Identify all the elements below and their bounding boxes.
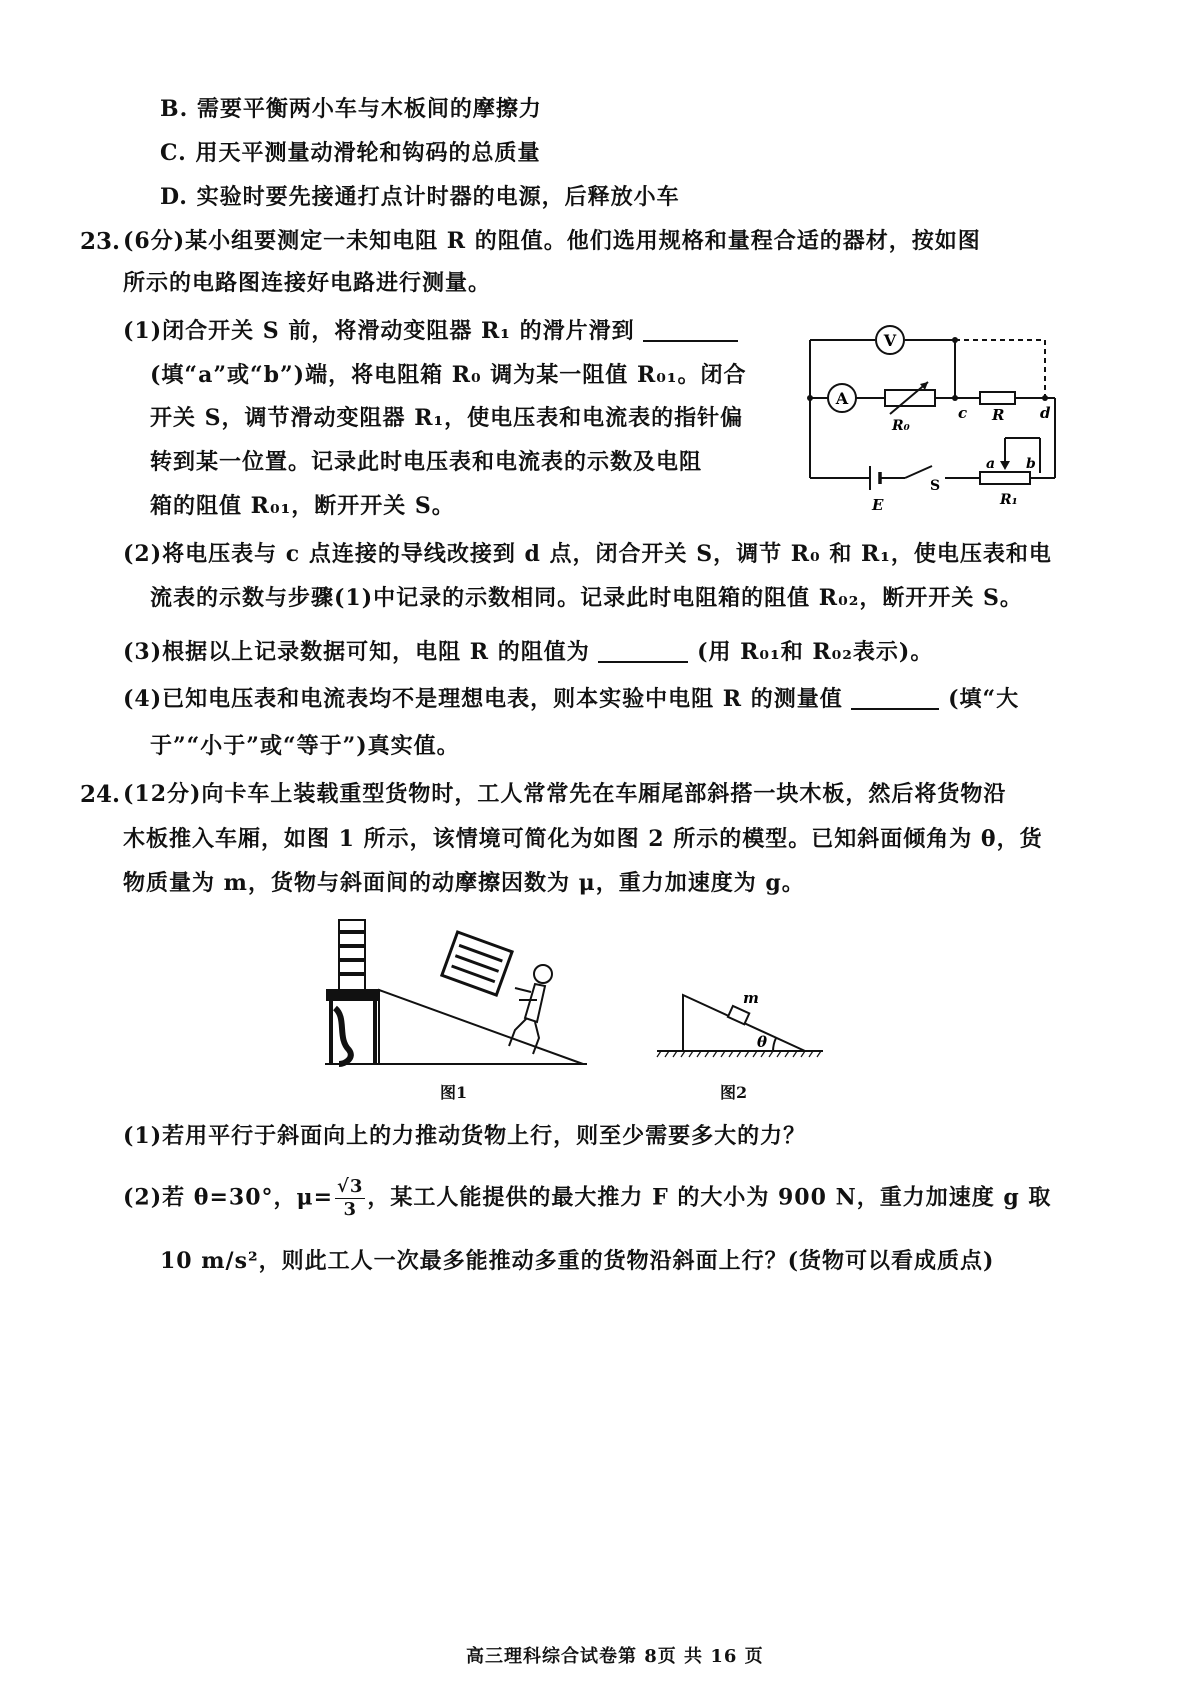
q23-step3-suffix: (用 R₀₁和 R₀₂表示)。 (697, 639, 934, 665)
a-label: a (986, 456, 996, 472)
question-24-intro-line-1: (12分)向卡车上装载重型货物时，工人常常先在车厢尾部斜搭一块木板，然后将货物沿 (123, 781, 1007, 807)
d-label: d (1040, 404, 1051, 422)
question-23-number: 23. (80, 228, 121, 255)
figure-1-caption: 图1 (440, 1083, 468, 1102)
fraction-numerator: √3 (337, 1176, 364, 1197)
node-dot (807, 395, 813, 401)
c-label: c (958, 404, 968, 422)
r0-label: R₀ (892, 418, 910, 434)
b-label: b (1026, 456, 1036, 472)
q23-step1-line-5: 箱的阻值 R₀₁，断开开关 S。 (150, 493, 455, 519)
q23-step1-line-1 (123, 320, 738, 342)
mass-label: m (743, 989, 759, 1007)
q23-step4-line-2: 于”“小于”或“等于”)真实值。 (150, 733, 460, 759)
q23-step2-line-1: (2)将电压表与 c 点连接的导线改接到 d 点，闭合开关 S，调节 R₀ 和 R₁，使电压表和电 (123, 541, 1052, 567)
figure-2-incline-model (655, 985, 825, 1065)
q24-part2-line-2: 10 m/s²，则此工人一次最多能推动多重的货物沿斜面上行？(货物可以看成质点) (160, 1248, 995, 1274)
option-d: D. 实验时要先接通打点计时器的电源，后释放小车 (160, 184, 680, 210)
answer-blank-3[interactable] (851, 688, 939, 710)
ammeter-label: A (835, 389, 849, 408)
option-c: C. 用天平测量动滑轮和钩码的总质量 (160, 140, 541, 166)
figure-1-illustration (325, 918, 590, 1073)
slider-arrow-icon (1000, 461, 1010, 470)
question-24-intro-line-2: 木板推入车厢，如图 1 所示，该情境可简化为如图 2 所示的模型。已知斜面倾角为 θ，货 (123, 826, 1043, 852)
node-c-dot (952, 395, 958, 401)
fraction-denominator: 3 (343, 1199, 357, 1220)
q24-part1: (1)若用平行于斜面向上的力推动货物上行，则至少需要多大的力？ (123, 1123, 807, 1149)
node-dot (952, 337, 958, 343)
s-label: S (930, 478, 941, 494)
r-label: R (992, 406, 1005, 424)
q23-step1-text: (1)闭合开关 S 前，将滑动变阻器 R₁ 的滑片滑到 (123, 318, 635, 344)
q23-step1-line-3: 开关 S，调节滑动变阻器 R₁，使电压表和电流表的指针偏 (150, 405, 744, 431)
r1-label: R₁ (1000, 492, 1018, 508)
node-d-dot (1042, 395, 1048, 401)
q24-part2-prefix: (2)若 θ=30°，μ= (123, 1184, 334, 1211)
page-footer: 高三理科综合试卷第 8页 共 16 页 (466, 1646, 764, 1667)
answer-blank-2[interactable] (598, 641, 688, 663)
question-24-intro-line-3: 物质量为 m，货物与斜面间的动摩擦因数为 μ，重力加速度为 g。 (123, 870, 805, 896)
q23-step4-line-1 (123, 688, 1019, 710)
voltmeter-label: V (883, 331, 897, 350)
q23-step3-text: (3)根据以上记录数据可知，电阻 R 的阻值为 (123, 639, 590, 665)
theta-label: θ (757, 1033, 768, 1051)
fraction-sqrt3-over-3 (335, 1178, 365, 1219)
q23-step3-line (123, 641, 933, 663)
e-label: E (872, 496, 884, 514)
q24-part2-line-1 (123, 1178, 1051, 1219)
q23-step2-line-2: 流表的示数与步骤(1)中记录的示数相同。记录此时电阻箱的阻值 R₀₂，断开开关 S。 (150, 585, 1023, 611)
circuit-diagram (800, 318, 1070, 518)
question-23-intro-line-2: 所示的电路图连接好电路进行测量。 (123, 270, 492, 296)
q23-step1-line-4: 转到某一位置。记录此时电压表和电流表的示数及电阻 (150, 449, 703, 475)
answer-blank-1[interactable] (643, 320, 738, 342)
question-23-intro-line-1: (6分)某小组要测定一未知电阻 R 的阻值。他们选用规格和量程合适的器材，按如图 (123, 228, 981, 254)
q23-step4-text: (4)已知电压表和电流表均不是理想电表，则本实验中电阻 R 的测量值 (123, 686, 843, 712)
q23-step4-suffix: (填“大 (948, 686, 1020, 712)
question-24-number: 24. (80, 781, 121, 808)
q23-step1-line-2: (填“a”或“b”)端，将电阻箱 R₀ 调为某一阻值 R₀₁。闭合 (150, 362, 747, 388)
option-b: B. 需要平衡两小车与木板间的摩擦力 (160, 96, 542, 122)
q24-part2-text: ，某工人能提供的最大推力 F 的大小为 900 N，重力加速度 g 取 (367, 1184, 1052, 1211)
figure-2-caption: 图2 (720, 1083, 748, 1102)
